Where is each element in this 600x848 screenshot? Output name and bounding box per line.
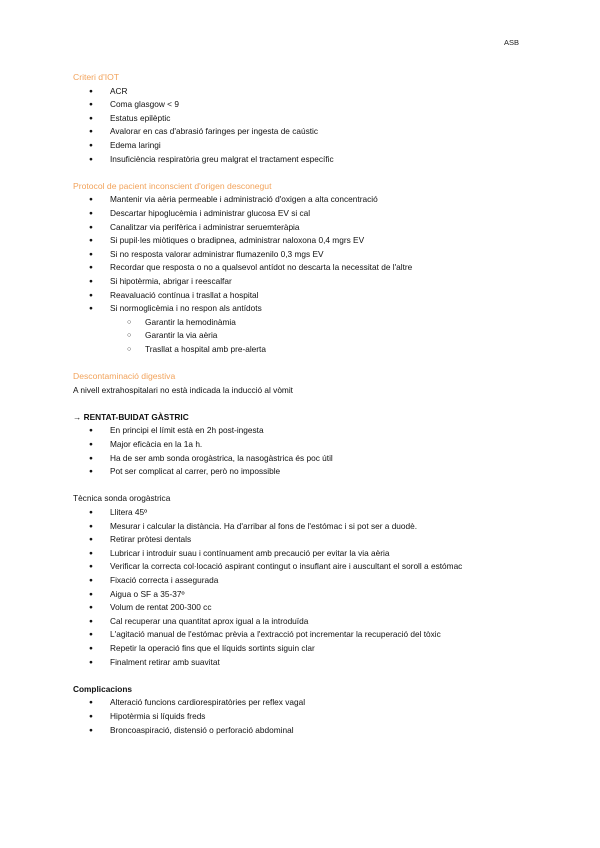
- section-title-protocol: Protocol de pacient inconscient d'origen desconegut: [73, 180, 272, 191]
- page-header-label: ASB: [503, 38, 519, 47]
- list-item: ● Mantenir via aèria permeable i administració d'oxigen a alta concentració: [73, 193, 543, 207]
- gastric-lavage-title: → RENTAT-BUIDAT GÀSTRIC: [73, 411, 189, 422]
- list-item: ● Repetir la operació fins que el líquids sortints siguin clar: [73, 642, 543, 656]
- list-item: ● Si pupil·les miòtiques o bradipnea, administrar naloxona 0,4 mgrs EV: [73, 234, 543, 248]
- list-item: ● Mesurar i calcular la distància. Ha d'arribar al fons de l'estómac i si pot ser a duodè.: [73, 520, 543, 534]
- list-item: ● Ha de ser amb sonda orogàstrica, la nasogàstrica és poc útil: [73, 452, 543, 466]
- list-item: ● Estatus epilèptic: [73, 112, 543, 126]
- section-title-technique: Tècnica sonda orogàstrica: [73, 493, 171, 504]
- list-item: ● Insuficiència respiratòria greu malgrat el tractament específic: [73, 153, 543, 167]
- list-item: ● Coma glasgow < 9: [73, 98, 543, 112]
- list-item: ● Si hipotèrmia, abrigar i reescalfar: [73, 275, 543, 289]
- list-item: ● Broncoaspiració, distensió o perforació abdominal: [73, 724, 543, 738]
- list-item: ● Reavaluació contínua i trasllat a hospital: [73, 289, 543, 303]
- list-item: ● Si normoglicèmia i no respon als antídots: [73, 302, 543, 316]
- list-item: ● Recordar que resposta o no a qualsevol antídot no descarta la necessitat de l'altre: [73, 261, 543, 275]
- list-item: ● Alteració funcions cardiorespiratòries per reflex vagal: [73, 696, 543, 710]
- sub-list-item: ○ Trasllat a hospital amb pre-alerta: [73, 343, 543, 357]
- document-content: [73, 71, 543, 737]
- section-title-iot: Criteri d'IOT: [73, 72, 120, 82]
- list-item: ● Llitera 45º: [73, 506, 543, 520]
- list-item: ● Major eficàcia en la 1a h.: [73, 438, 543, 452]
- list-item: ● Cal recuperar una quantitat aprox igual a la introduïda: [73, 615, 543, 629]
- list-item: ● Volum de rentat 200-300 cc: [73, 601, 543, 615]
- list-item: ● Lubricar i introduir suau i contínuament amb precaució per evitar la via aèria: [73, 547, 543, 561]
- list-item: ● Verificar la correcta col·locació aspirant contingut o insuflant aire i auscultant el soroll a estómac: [73, 560, 543, 574]
- complications-list: [73, 696, 543, 737]
- list-item: ● Pot ser complicat al carrer, però no impossible: [73, 465, 543, 479]
- iot-list: [73, 85, 543, 167]
- list-item: ● ACR: [73, 85, 543, 99]
- list-item: ● Retirar pròtesi dentals: [73, 533, 543, 547]
- list-item: ● Descartar hipoglucèmia i administrar glucosa EV si cal: [73, 207, 543, 221]
- decontamination-intro: A nivell extrahospitalari no està indicada la inducció al vòmit: [73, 384, 293, 395]
- list-item: ● Edema laringi: [73, 139, 543, 153]
- list-item: ● En principi el límit està en 2h post-ingesta: [73, 424, 543, 438]
- section-title-complications: Complicacions: [73, 683, 133, 694]
- list-item: ● Aigua o SF a 35-37º: [73, 588, 543, 602]
- list-item: ● Fixació correcta i assegurada: [73, 574, 543, 588]
- gastric-lavage-list: [73, 424, 543, 478]
- protocol-list: [73, 193, 543, 356]
- list-item: ● Si no resposta valorar administrar flumazenilo 0,3 mgs EV: [73, 248, 543, 262]
- sub-list-item: ○ Garantir la via aèria: [73, 329, 543, 343]
- list-item: ● Avalorar en cas d'abrasió faringes per ingesta de caústic: [73, 125, 543, 139]
- list-item: ● Hipotèrmia si líquids freds: [73, 710, 543, 724]
- sub-list-item: ○ Garantir la hemodinàmia: [73, 316, 543, 330]
- section-title-decontamination: Descontaminació digestiva: [73, 371, 176, 382]
- list-item: ● Canalitzar via perifèrica i administrar seruemteràpia: [73, 221, 543, 235]
- list-item: ● L'agitació manual de l'estómac prèvia a l'extracció pot incrementar la recuperació del tòxic: [73, 628, 543, 642]
- list-item: ● Finalment retirar amb suavitat: [73, 656, 543, 670]
- technique-list: [73, 506, 543, 669]
